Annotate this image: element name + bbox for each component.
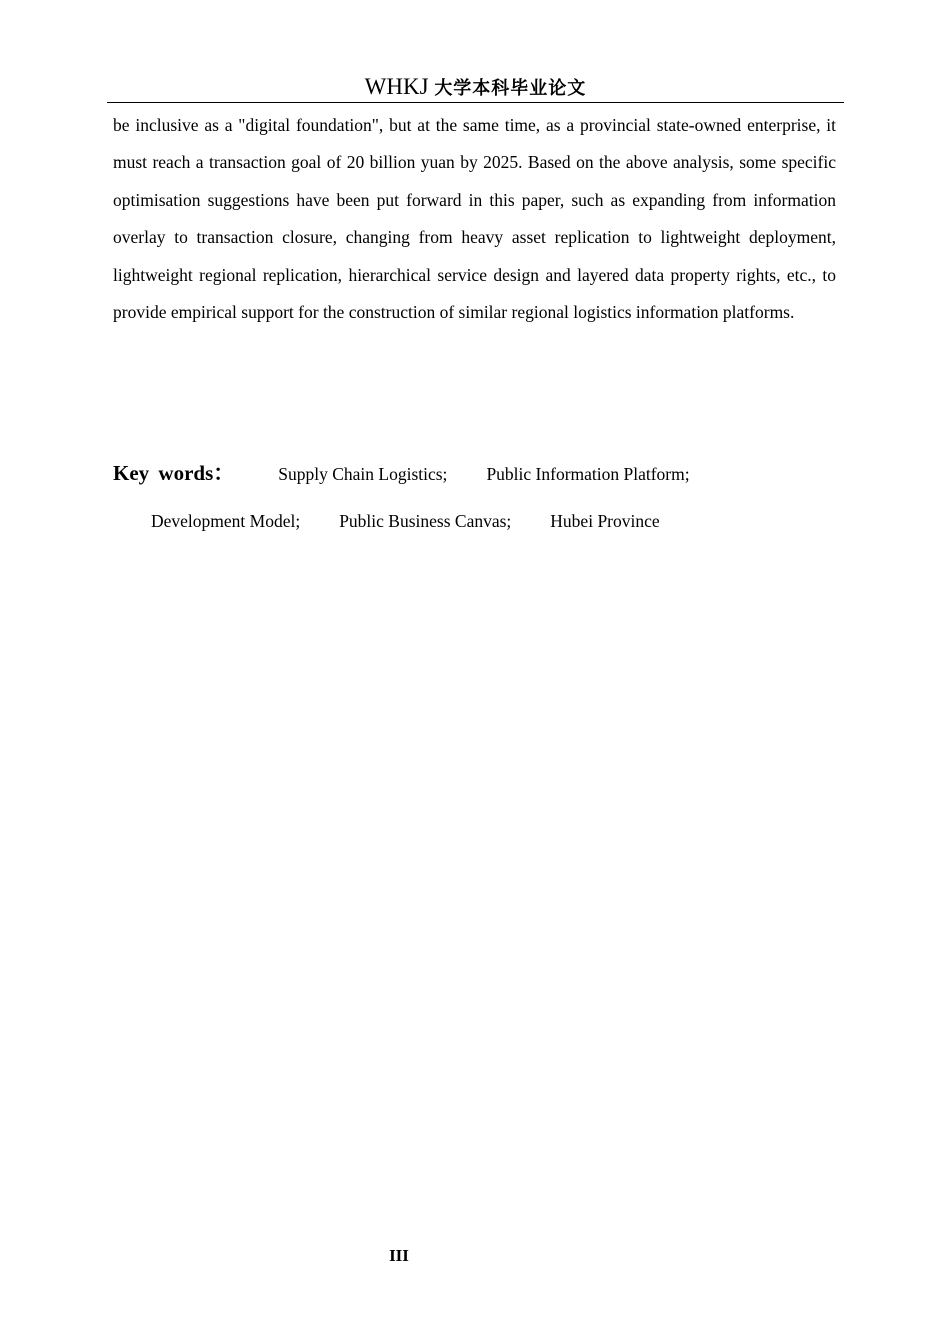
page-header: [107, 72, 844, 103]
keywords-line-2: [113, 500, 836, 542]
header-latin-title: WHKJ: [364, 74, 429, 99]
keywords-label: Key words：: [113, 461, 235, 485]
keyword-item: Supply Chain Logistics;: [278, 464, 448, 484]
keyword-item: Public Information Platform;: [486, 464, 690, 484]
header-chinese-title: 大学本科毕业论文: [434, 78, 587, 99]
keyword-item: Hubei Province: [550, 511, 660, 531]
page-number: III: [389, 1246, 409, 1265]
abstract-paragraph: be inclusive as a "digital foundation", but at the same time, as a provincial state-owned enterprise, it must reach a transaction goal of 20 billion yuan by 2025. Based on the above analysis, some specific optimisation suggestions have been put forward in this paper, such as expanding from information overlay to transaction closure, changing from heavy asset replication to lightweight deployment, lightweight regional replication, hierarchical service design and layered data property rights, etc., to provide empirical support for the construction of similar regional logistics information platforms.: [113, 115, 836, 323]
keyword-item: Public Business Canvas;: [339, 511, 512, 531]
keywords-section: [113, 452, 836, 542]
keywords-line-1: [113, 452, 836, 494]
keyword-item: Development Model;: [151, 511, 301, 531]
